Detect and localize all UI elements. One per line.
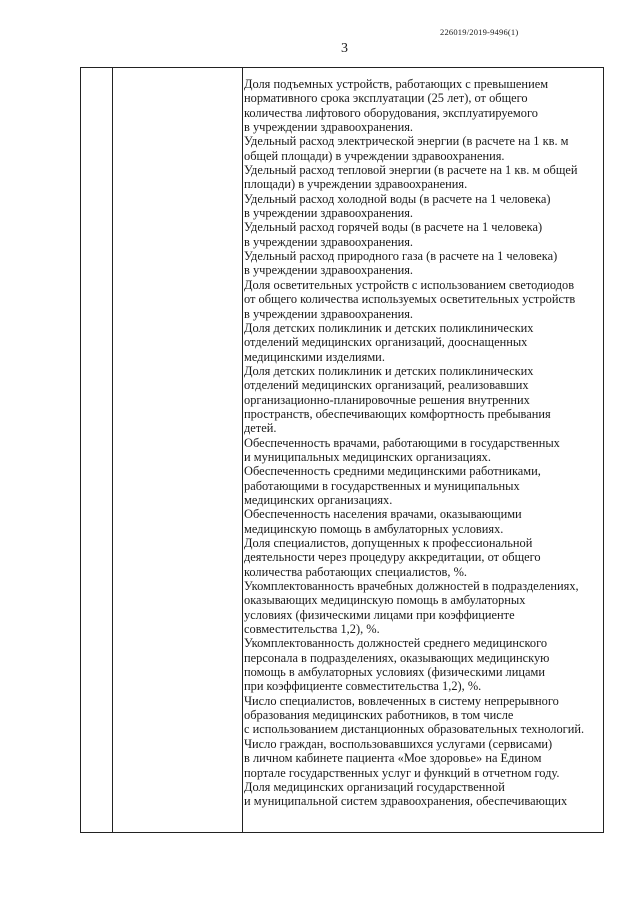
indicator-text-line: персонала в подразделениях, оказывающих медицинскую: [244, 650, 550, 665]
indicator-text-line: количества лифтового оборудования, эксплуатируемого: [244, 105, 538, 120]
indicator-text-line: условиях (физическими лицами при коэффициенте: [244, 607, 515, 622]
document-id: 226019/2019-9496(1): [440, 27, 519, 37]
indicator-text-line: медицинскую помощь в амбулаторных условиях.: [244, 521, 504, 536]
indicator-text-line: от общего количества используемых осветительных устройств: [244, 292, 576, 307]
indicator-text-line: в учреждении здравоохранения.: [244, 263, 414, 278]
indicator-text-line: площади) в учреждении здравоохранения.: [244, 177, 468, 192]
indicator-text-line: оказывающих медицинскую помощь в амбулаторных: [244, 593, 526, 608]
indicator-text-line: Доля детских поликлиник и детских поликлинических: [244, 320, 534, 335]
indicator-text-line: Укомплектованность врачебных должностей в подразделениях,: [244, 579, 579, 594]
column-divider-1: [112, 68, 113, 832]
indicator-text-line: Обеспеченность населения врачами, оказывающими: [244, 507, 522, 522]
indicator-text-line: помощь в амбулаторных условиях (физическими лицами: [244, 665, 545, 680]
indicator-text-line: количества работающих специалистов, %.: [244, 564, 468, 579]
indicator-text-line: Обеспеченность средними медицинскими работниками,: [244, 464, 541, 479]
indicator-text-line: медицинских организациях.: [244, 492, 393, 507]
indicators-cell: [244, 77, 602, 809]
indicator-text-line: работающими в государственных и муниципальных: [244, 478, 520, 493]
indicator-text-line: медицинскими изделиями.: [244, 349, 385, 364]
indicator-text-line: отделений медицинских организаций, реализовавших: [244, 378, 529, 393]
indicator-text-line: и муниципальной систем здравоохранения, обеспечивающих: [244, 794, 568, 809]
indicator-text-line: Число специалистов, вовлеченных в систему непрерывного: [244, 693, 559, 708]
indicator-text-line: нормативного срока эксплуатации (25 лет), от общего: [244, 91, 528, 106]
indicator-text-line: в учреждении здравоохранения.: [244, 234, 414, 249]
indicator-text-line: портале государственных услуг и функций в отчетном году.: [244, 765, 560, 780]
page-number: 3: [341, 41, 348, 56]
indicator-text-line: деятельности через процедуру аккредитации, от общего: [244, 550, 541, 565]
indicator-text-line: в личном кабинете пациента «Мое здоровье» на Едином: [244, 751, 542, 766]
indicator-text-line: пространств, обеспечивающих комфортность пребывания: [244, 406, 551, 421]
indicator-text-line: в учреждении здравоохранения.: [244, 206, 414, 221]
indicator-text-line: Обеспеченность врачами, работающими в государственных: [244, 435, 560, 450]
indicator-text-line: в учреждении здравоохранения.: [244, 306, 414, 321]
indicator-text-line: отделений медицинских организаций, дооснащенных: [244, 335, 528, 350]
indicator-text-line: образования медицинских работников, в том числе: [244, 708, 514, 723]
indicator-text-line: Укомплектованность должностей среднего медицинского: [244, 636, 548, 651]
indicator-text-line: Число граждан, воспользовавшихся услугами (сервисами): [244, 736, 553, 751]
indicator-text-line: общей площади) в учреждении здравоохранения.: [244, 148, 505, 163]
indicator-text-line: организационно-планировочные решения внутренних: [244, 392, 530, 407]
indicator-text-line: и муниципальных медицинских организациях.: [244, 449, 491, 464]
column-divider-2: [242, 68, 243, 832]
indicator-text-line: Доля медицинских организаций государственной: [244, 779, 505, 794]
indicator-text-line: Доля детских поликлиник и детских поликлинических: [244, 363, 534, 378]
indicator-text-line: Доля подъемных устройств, работающих с превышением: [244, 77, 549, 91]
indicators-table: [80, 67, 604, 833]
indicator-text-line: Доля осветительных устройств с использованием светодиодов: [244, 277, 575, 292]
indicator-text-line: Удельный расход электрической энергии (в расчете на 1 кв. м: [244, 134, 569, 149]
indicator-text-line: при коэффициенте совместительства 1,2), %.: [244, 679, 482, 694]
indicator-text-line: Удельный расход горячей воды (в расчете на 1 человека): [244, 220, 543, 235]
indicator-text-line: Доля специалистов, допущенных к профессиональной: [244, 536, 533, 550]
indicator-text-line: Удельный расход тепловой энергии (в расчете на 1 кв. м общей: [244, 163, 578, 178]
indicator-text-line: совместительства 1,2), %.: [244, 622, 380, 637]
indicator-text-line: с использованием дистанционных образовательных технологий.: [244, 722, 585, 737]
indicator-text-line: Удельный расход холодной воды (в расчете на 1 человека): [244, 191, 551, 206]
indicator-text-line: детей.: [244, 421, 277, 436]
indicator-text-line: в учреждении здравоохранения.: [244, 120, 414, 135]
indicator-text-line: Удельный расход природного газа (в расчете на 1 человека): [244, 249, 558, 264]
